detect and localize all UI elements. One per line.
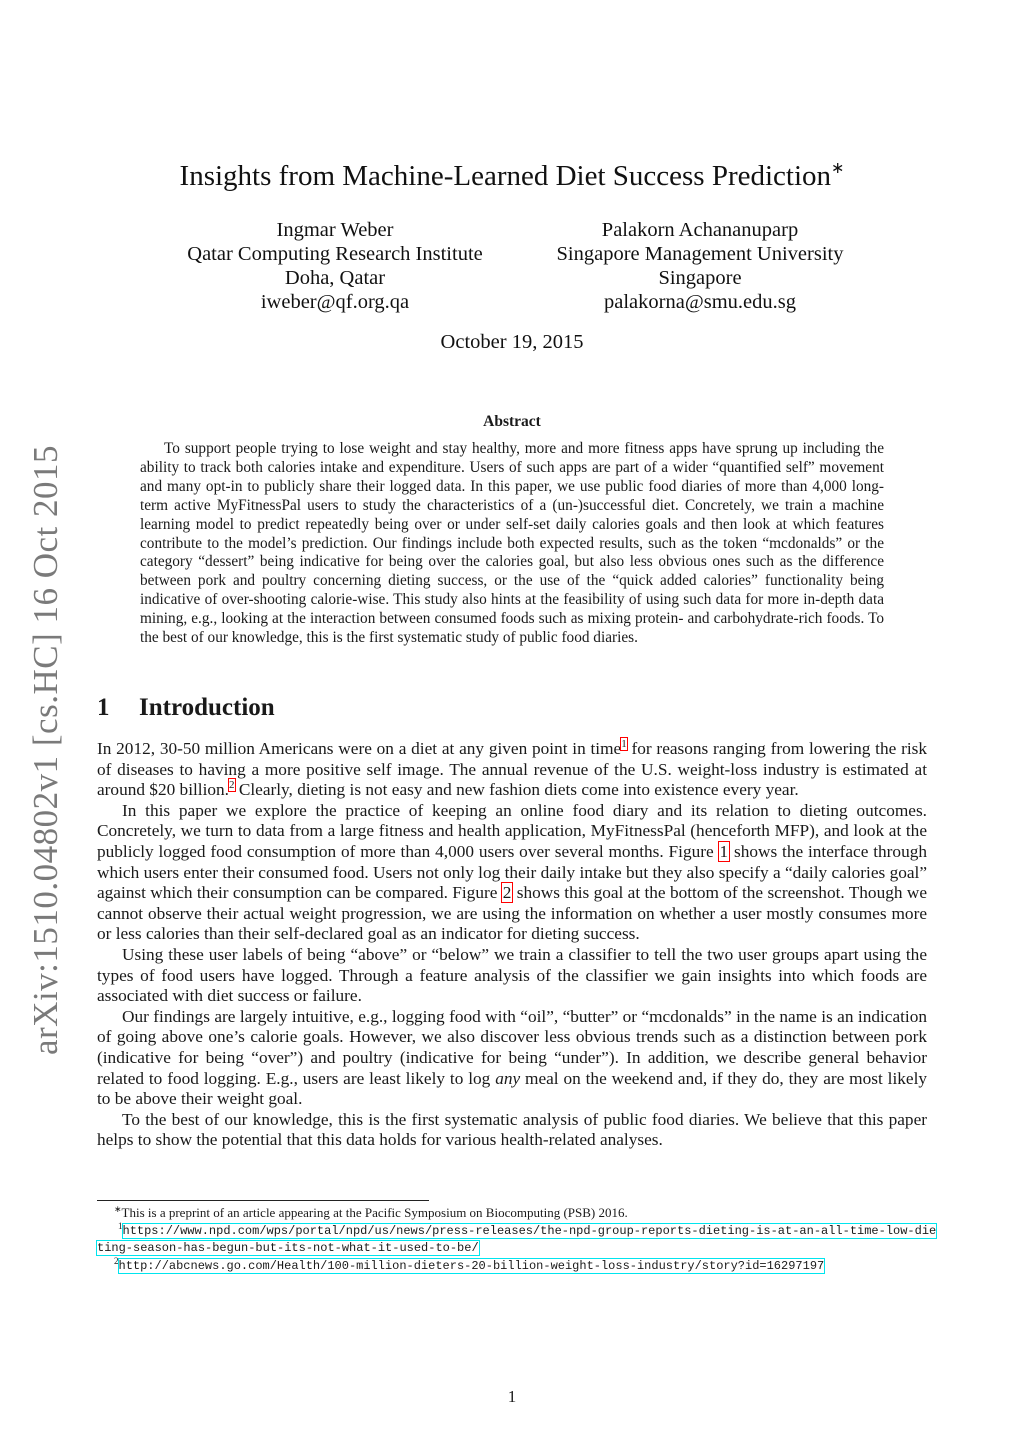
arxiv-stamp-text: arXiv:1510.04802v1 [cs.HC] 16 Oct 2015 <box>26 444 66 1056</box>
author-1 <box>145 218 525 314</box>
intro-p4-emphasis: any <box>495 1068 521 1088</box>
author-1-name: Ingmar Weber <box>276 219 394 241</box>
footnotes <box>97 1205 937 1274</box>
footnote-star-mark: ∗ <box>114 1204 122 1214</box>
footnote-2-mark: 2 <box>114 1255 119 1266</box>
paper-title <box>0 158 1024 193</box>
footnote-2 <box>97 1257 937 1275</box>
author-1-location: Doha, Qatar <box>284 267 386 289</box>
author-1-affiliation: Qatar Computing Research Institute <box>187 243 483 265</box>
footnote-divider <box>97 1200 429 1201</box>
abstract-text: To support people trying to lose weight and stay healthy, more and more fitness apps have sprung up including the ability to track both calories intake and expenditure. Users of such apps are part of a wider “quantified self” movement and many opt-in to publicly share their logged data. In this paper, we use public food diaries of more than 4,000 long-term active MyFitnessPal users to study the characteristics of a (un-)successful diet. Concretely, we train a machine learning model to predict repeatedly being over or under self-set daily calories goals and then look at which features contribute to the model’s prediction. Our findings include both expected results, such as the token “mcdonalds” or the category “dessert” being indicative for being over the calories goal, but also less obvious ones such as the difference between pork and poultry concerning dieting success, or the use of the “quick added calories” functionality being indicative of over-shooting calorie-wise. This study also hints at the feasibility of using such data for more in-depth data mining, e.g., looking at the interaction between consumed foods such as mixing protein- and carbohydrate-rich foods. To the best of our knowledge, this is the first systematic study of public food diaries. <box>140 440 884 647</box>
introduction-body <box>97 739 927 1151</box>
footnote-1 <box>97 1222 937 1257</box>
intro-p2-text-a: In this paper we explore the practice of keeping an online food diary and its relation to dieting outcomes. Concretely, we turn to data from a large fitness and health application, MyFitnessPal (henceforth MFP), and look at the publicly logged food consumption of more than 4,000 users over several months. Figure <box>97 800 927 861</box>
footnote-link-1[interactable]: 1 <box>621 738 627 750</box>
footnote-1-mark: 1 <box>118 1220 123 1231</box>
abstract-heading: Abstract <box>483 413 541 430</box>
intro-p2-text-b: shows the interface through which users enter their consumed food. Users not only log their daily intake but they also specify a “daily calories goal” against which their consumption can be compared. Figure <box>97 841 927 903</box>
footnote-link-2[interactable]: 2 <box>229 779 235 792</box>
intro-p1-text-b: for reasons ranging from lowering the risk of diseases to having a more positive self image. The annual revenue of the U.S. weight-loss industry is estimated at around $20 billion. <box>97 739 927 800</box>
intro-p1-text-c: Clearly, dieting is not easy and new fashion diets come into existence every year. <box>234 780 799 800</box>
intro-paragraph-5: To the best of our knowledge, this is the first systematic analysis of public food diaries. We believe that this paper helps to show the potential that this data holds for various health-related analyses. <box>97 1109 927 1150</box>
author-2 <box>510 218 890 314</box>
intro-p1-text-a: In 2012, 30-50 million Americans were on a diet at any given point in time <box>97 739 622 758</box>
footnote-1-url[interactable]: https://www.npd.com/wps/portal/npd/us/news/press-releases/the-npd-group-reports-dieting-is-at-an-all-time-low-dieting-season-has-begun-but-its-not-what-it-used-to-be/ <box>97 1223 937 1255</box>
section-heading <box>97 694 275 722</box>
figure-link-1[interactable]: 1 <box>719 841 729 861</box>
author-2-affiliation: Singapore Management University <box>556 243 844 265</box>
intro-paragraph-3: Using these user labels of being “above” or “below” we train a classifier to tell the two user groups apart using the types of food users have logged. Through a feature analysis of the classifier we gain insights into which foods are associated with diet success or failure. <box>97 944 927 1006</box>
author-2-location: Singapore <box>658 267 742 289</box>
page-number: 1 <box>507 1387 517 1406</box>
publication-date: October 19, 2015 <box>440 331 584 353</box>
intro-paragraph-1 <box>97 739 927 801</box>
paper-title-text: Insights from Machine-Learned Diet Success Prediction <box>179 160 832 192</box>
intro-paragraph-4 <box>97 1007 927 1110</box>
author-2-name: Palakorn Achananuparp <box>601 219 799 241</box>
section-number: 1 <box>97 694 110 721</box>
figure-link-2[interactable]: 2 <box>502 883 512 903</box>
arxiv-stamp <box>16 440 76 1060</box>
title-footnote-mark: ∗ <box>831 160 845 177</box>
footnote-star-text: This is a preprint of an article appearing at the Pacific Symposium on Biocomputing (PSB) 2016. <box>121 1205 628 1220</box>
intro-paragraph-2 <box>97 801 927 945</box>
author-2-email[interactable]: palakorna@smu.edu.sg <box>604 291 796 313</box>
intro-p4-text-b: meal on the weekend and, if they do, they are most likely to be above their weight goal. <box>97 1068 928 1109</box>
section-title: Introduction <box>139 694 275 721</box>
intro-p2-text-c: shows this goal at the bottom of the screenshot. Though we cannot observe their actual weight progression, we are using the information on whether a user mostly consumes more or less calories than their self-declared goal as an indicator for dieting success. <box>97 883 927 944</box>
intro-p4-text-a: Our findings are largely intuitive, e.g., logging food with “oil”, “butter” or “mcdonalds” in the name is an indication of going above one’s calorie goals. However, we also discover less obvious trends such as a distinction between pork (indicative for being “over”) and poultry (indicative for being “under”). In addition, we describe general behavior related to food logging. E.g., users are least likely to log <box>97 1006 927 1088</box>
footnote-star <box>97 1205 937 1222</box>
footnote-2-url[interactable]: http://abcnews.go.com/Health/100-million-dieters-20-billion-weight-loss-industry/story?id=16297197 <box>118 1258 825 1273</box>
author-1-email[interactable]: iweber@qf.org.qa <box>260 291 410 313</box>
